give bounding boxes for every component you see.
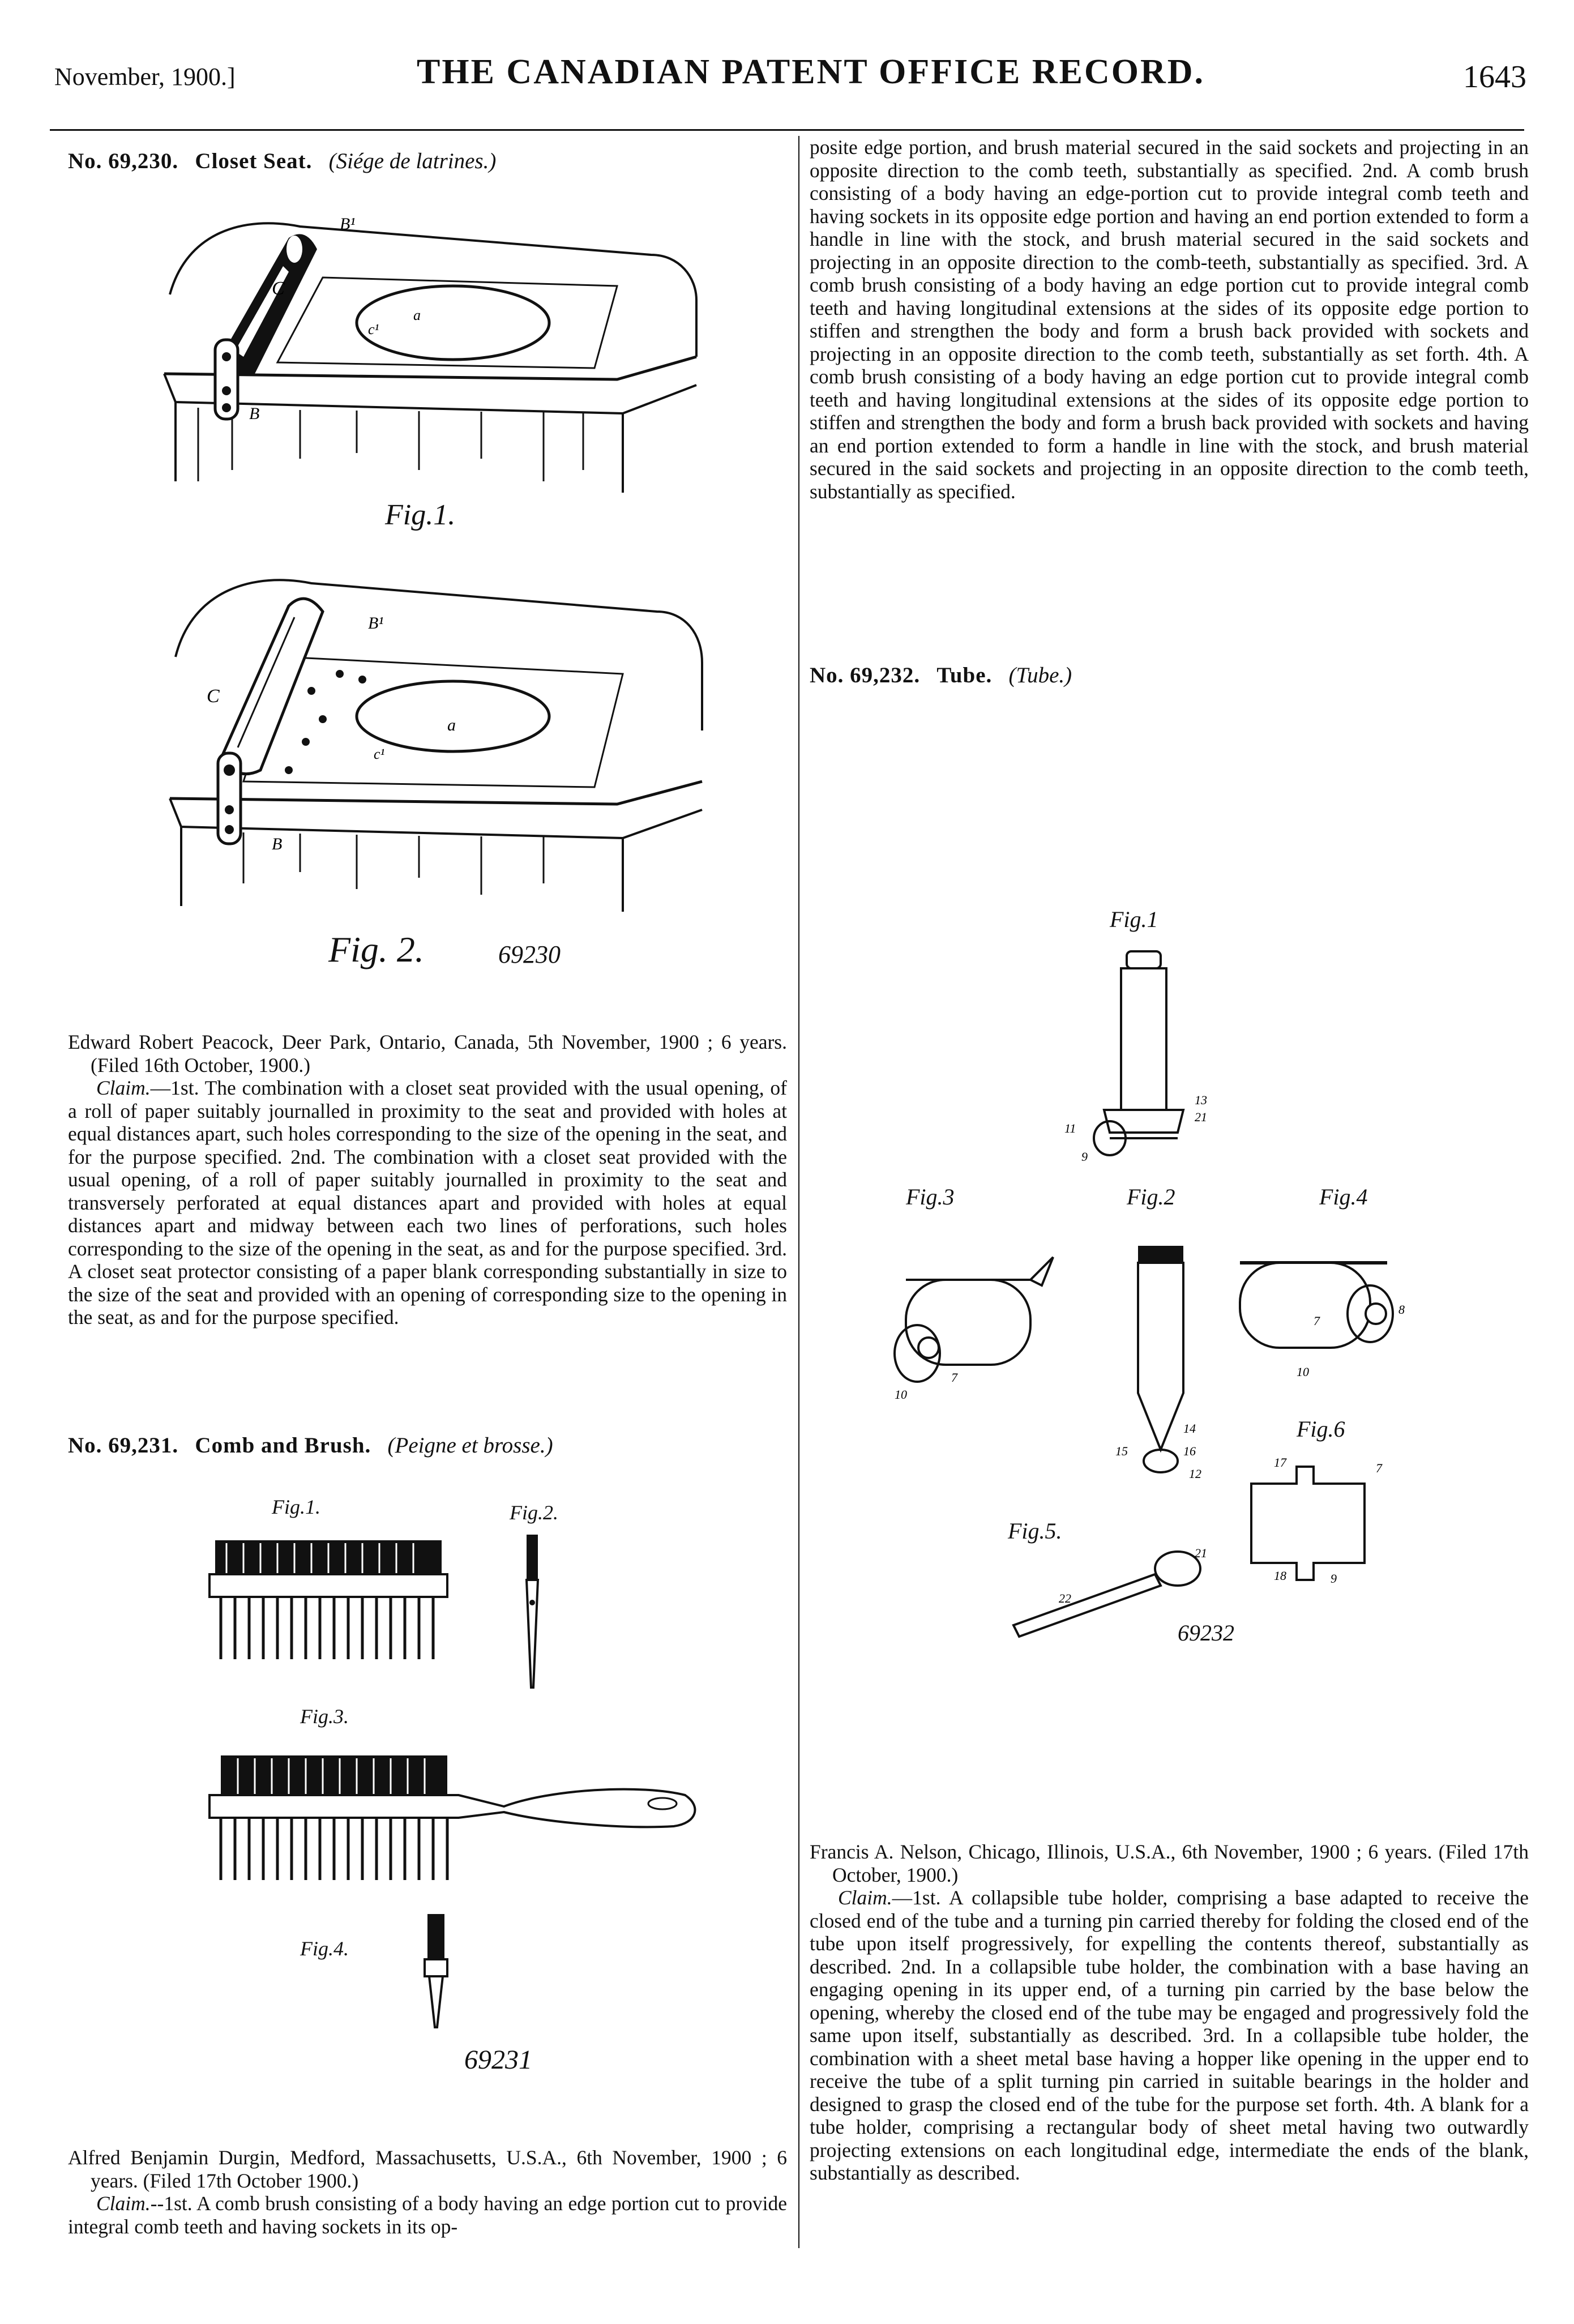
patent-69230-text — [68, 1031, 787, 1329]
svg-text:14: 14 — [1183, 1421, 1196, 1436]
closet-seat-figure-2 — [153, 544, 713, 923]
claims-paragraph — [68, 1076, 787, 1329]
svg-text:12: 12 — [1189, 1467, 1201, 1481]
comb-fig-3-caption: Fig.3. — [300, 1705, 349, 1728]
patent-french-title: (Tube.) — [1008, 663, 1072, 687]
patent-69231-claims-continued — [810, 136, 1529, 503]
fig-label-c: C — [207, 686, 220, 707]
patent-number: No. 69,232. — [810, 663, 921, 687]
patent-title: Closet Seat. — [195, 149, 313, 173]
fig-label-c1: c¹ — [374, 746, 385, 762]
comb-figure-4 — [413, 1908, 459, 2033]
inventor-line: Francis A. Nelson, Chicago, Illinois, U.S.A., 6th November, 1900 ; 6 years. (Filed 17th October, 1900.) — [810, 1840, 1529, 1886]
fig-label-a: a — [447, 716, 456, 734]
comb-figure-2 — [510, 1529, 555, 1699]
patent-french-title: (Siége de latrines.) — [328, 149, 497, 173]
patent-french-title: (Peigne et brosse.) — [387, 1433, 553, 1458]
svg-text:17: 17 — [1274, 1455, 1286, 1469]
claim-label: Claim. — [96, 1076, 151, 1099]
patent-drawing-number: 69232 — [1178, 1620, 1234, 1646]
svg-text:7: 7 — [951, 1370, 957, 1385]
patent-69230-heading — [68, 148, 787, 174]
svg-text:9: 9 — [1081, 1150, 1088, 1164]
claims-text: posite edge portion, and brush material secured in the said sockets and projecting in an opposite direction to the comb teeth, substantially as specified. 2nd. A comb brush consisting of a body having an edge-portion cut to provide integral comb teeth and having sockets in its opposite edge portion and having an end portion extended to form a handle in line with the stock, and brush material secured in the said sockets and projecting in an opposite direction to the comb-teeth, substantially as specified. 3rd. A comb brush consisting of a body having an edge portion cut to provide integral comb teeth and having longitudinal extensions at the sides of its opposite edge portion to stiffen and strengthen the body and form a brush back provided with sockets and projecting in an opposite direction to the comb teeth, substantially as set forth. 4th. A comb brush consisting of a body having an edge portion cut to provide integral comb teeth and having longitudinal extensions at the sides of its opposite edge portion to stiffen and strengthen the body and form a brush back provided with sockets and having an end portion extended to form a handle in line with the stock, and brush material secured in the said sockets and projecting in an opposite direction to the comb teeth, substantially as specified. — [810, 136, 1529, 503]
svg-text:7: 7 — [1314, 1314, 1320, 1328]
header-title: THE CANADIAN PATENT OFFICE RECORD. — [417, 53, 1205, 91]
svg-text:7: 7 — [1376, 1461, 1382, 1475]
fig-2-caption: Fig. 2. — [328, 929, 424, 969]
svg-text:9: 9 — [1331, 1571, 1337, 1586]
page-number: 1643 — [1463, 59, 1526, 95]
patent-drawing-number: 69230 — [498, 941, 561, 968]
claims-text: —1st. The combination with a closet seat provided with the usual opening, of a roll of paper suitably journalled in proximity to the seat and provided with holes at equal distances apart, such holes corresponding to the size of the opening in the seat, and for the purpose specified. 2nd. The combination with a closet seat provided with the usual opening, of a roll of paper suitably journalled in proximity to the seat and transversely perforated at equal distances apart and provided with holes at equal distances apart and midway between each two lines of perforations, such holes corresponding to the size of the opening in the seat, as and for the purpose specified. 3rd. A closet seat protector consisting of a paper blank corresponding substantially in size to the size of the seat and provided with an opening of corresponding size to the opening in the seat, as and for the purpose specified. — [68, 1076, 787, 1328]
patent-69231-heading — [68, 1433, 787, 1459]
fig-label-b1: B¹ — [340, 215, 356, 233]
fig-label-c: C — [272, 278, 285, 299]
claim-label: Claim. — [96, 2192, 151, 2215]
tube-figure-1 — [1042, 946, 1212, 1184]
tube-fig-6-caption: Fig.6 — [1297, 1416, 1345, 1442]
svg-text:21: 21 — [1195, 1546, 1207, 1560]
fig-label-a: a — [413, 307, 421, 323]
patent-title: Comb and Brush. — [195, 1433, 371, 1458]
fig-1-caption: Fig.1. — [385, 499, 456, 531]
tube-fig-1-caption: Fig.1 — [1110, 907, 1158, 932]
tube-figure-4 — [1217, 1229, 1421, 1399]
tube-figure-6 — [1229, 1450, 1410, 1608]
fig-label-b: B — [272, 835, 283, 853]
svg-text:16: 16 — [1183, 1444, 1196, 1458]
column-divider — [798, 136, 799, 2248]
tube-figure-3 — [872, 1246, 1076, 1416]
patent-number: No. 69,231. — [68, 1433, 179, 1458]
claim-label: Claim. — [838, 1886, 892, 1909]
tube-fig-3-caption: Fig.3 — [906, 1184, 955, 1210]
svg-text:8: 8 — [1398, 1302, 1405, 1317]
svg-text:10: 10 — [1297, 1365, 1309, 1379]
patent-69231-text — [68, 2146, 787, 2238]
page-header — [54, 52, 1526, 103]
patent-drawing-number: 69231 — [464, 2045, 532, 2075]
patent-number: No. 69,230. — [68, 149, 179, 173]
svg-text:22: 22 — [1059, 1591, 1071, 1605]
claims-text: —1st. A collapsible tube holder, comprising a base adapted to receive the closed end of the tube and a turning pin carried thereby for folding the closed end of the tube upon itself progressively, for expelling the contents thereof, substantially as described. 2nd. In a collapsible tube holder, the combination with a base having an engaging opening in its upper end, of a turning pin carried by the base below the opening, whereby the closed end of the tube may be engaged and progressively fold the same upon itself, substantially as described. 3rd. In a collapsible tube holder, the combination with a sheet metal base having a hopper like opening in the upper end to receive the tube of a split turning pin carried in suitable bearings in the holder and designed to grasp the closed end of the tube for the purpose set forth. 4th. A blank for a tube holder, comprising a rectangular body of sheet metal having two outwardly projecting extensions on each longitudinal edge, intermediate the ends of the blank, substantially as described. — [810, 1886, 1529, 2184]
svg-text:15: 15 — [1115, 1444, 1128, 1458]
patent-69232-text — [810, 1840, 1529, 2185]
fig-label-c1: c¹ — [368, 321, 379, 338]
comb-fig-4-caption: Fig.4. — [300, 1937, 349, 1960]
fig-label-b: B — [249, 404, 260, 423]
svg-text:18: 18 — [1274, 1569, 1286, 1583]
comb-figure-1 — [204, 1529, 459, 1676]
tube-fig-5-caption: Fig.5. — [1008, 1518, 1062, 1544]
tube-fig-2-caption: Fig.2 — [1127, 1184, 1175, 1210]
tube-figure-2 — [1104, 1240, 1217, 1495]
header-date: November, 1900.] — [54, 63, 236, 91]
claims-text: --1st. A comb brush consisting of a body having an edge portion cut to provide integral comb teeth and having sockets in its op- — [68, 2192, 787, 2238]
patent-69232-heading — [810, 663, 1529, 689]
comb-fig-2-caption: Fig.2. — [510, 1501, 558, 1524]
closet-seat-figure-1 — [153, 187, 713, 538]
svg-text:11: 11 — [1064, 1121, 1076, 1135]
fig-label-b1: B¹ — [368, 614, 384, 633]
comb-figure-3 — [187, 1744, 708, 1891]
inventor-line: Edward Robert Peacock, Deer Park, Ontario, Canada, 5th November, 1900 ; 6 years. (Filed 16th October, 1900.) — [68, 1031, 787, 1076]
claims-paragraph — [810, 1886, 1529, 2185]
tube-fig-4-caption: Fig.4 — [1319, 1184, 1368, 1210]
header-rule — [50, 129, 1524, 131]
claims-paragraph — [68, 2192, 787, 2238]
svg-text:10: 10 — [895, 1387, 907, 1402]
inventor-line: Alfred Benjamin Durgin, Medford, Massachusetts, U.S.A., 6th November, 1900 ; 6 years. (Filed 17th October 1900.) — [68, 2146, 787, 2192]
svg-text:13: 13 — [1195, 1093, 1207, 1107]
patent-title: Tube. — [936, 663, 993, 687]
comb-fig-1-caption: Fig.1. — [272, 1496, 320, 1518]
svg-text:21: 21 — [1195, 1110, 1207, 1124]
